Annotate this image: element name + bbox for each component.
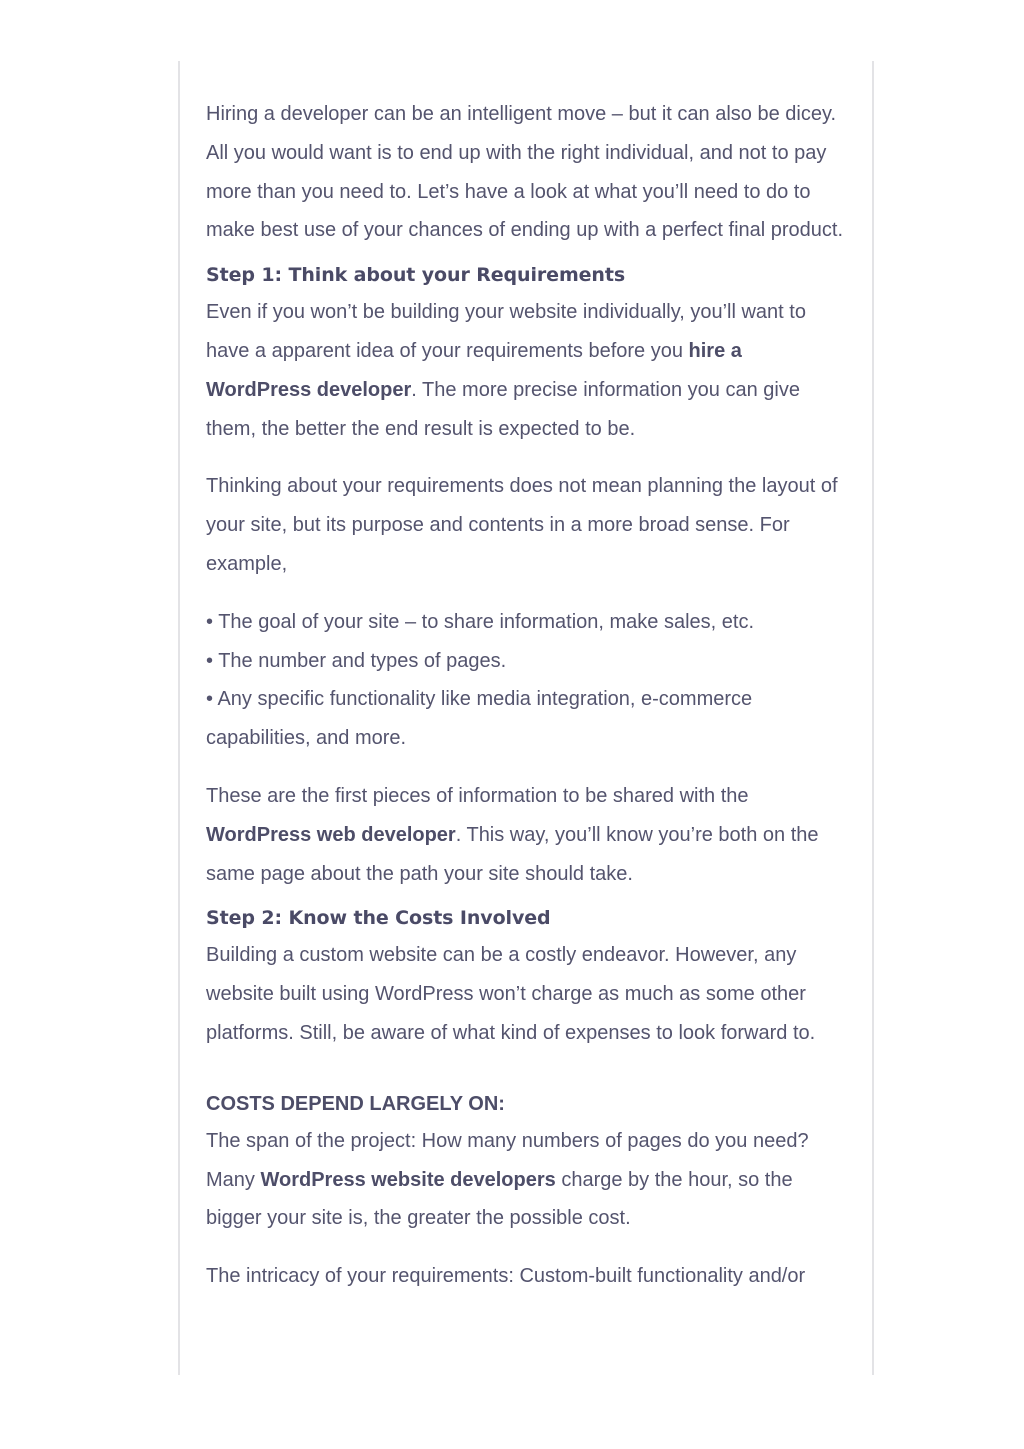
step-2-paragraph-1: Building a custom website can be a costly endeavor. However, any website built using WordPress won’t charge as much as some other platforms. Still, be aware of what kind of expenses to look forward to.	[206, 944, 816, 1044]
requirements-list	[206, 603, 846, 758]
intro-paragraph: Hiring a developer can be an intelligent move – but it can also be dicey. All you would want is to end up with the right individual, and not to pay more than you need to. Let’s have a look at what you’ll need to do to make best use of your chances of ending up with a perfect final product.	[206, 103, 844, 242]
wordpress-website-developers-keyword: WordPress website developers	[260, 1168, 556, 1191]
step-1-paragraph-1-text-b: . The more precise information you can give them, the better the end result is expected to be.	[206, 378, 800, 440]
step-2-paragraph-2-text-a: The span of the project: How many numbers of pages do you need? Many	[206, 1129, 809, 1191]
step-2-paragraph-2	[206, 1122, 846, 1238]
article-content	[206, 95, 846, 1296]
hire-wordpress-developer-keyword: hire a WordPress developer	[206, 339, 742, 401]
step-2-heading: Step 2: Know the Costs Involved	[206, 907, 551, 930]
step-1-paragraph-3-text-a: These are the first pieces of information to be shared with the	[206, 784, 749, 807]
costs-heading: COSTS DEPEND LARGELY ON:	[206, 1092, 505, 1115]
list-item: • Any specific functionality like media integration, e-commerce capabilities, and more.	[206, 688, 753, 750]
list-item: • The number and types of pages.	[206, 649, 507, 672]
wordpress-web-developer-keyword: WordPress web developer	[206, 823, 456, 846]
list-item: • The goal of your site – to share information, make sales, etc.	[206, 610, 755, 633]
step-1-paragraph-3	[206, 777, 846, 893]
step-1-paragraph-1-text-a: Even if you won’t be building your website individually, you’ll want to have a apparent idea of your requirements before you	[206, 301, 806, 362]
step-2-paragraph-2-text-b: charge by the hour, so the bigger your site is, the greater the possible cost.	[206, 1168, 793, 1230]
article-column	[178, 61, 874, 1375]
step-1-paragraph-3-text-b: . This way, you’ll know you’re both on the same page about the path your site should take.	[206, 823, 819, 885]
step-1-paragraph-2: Thinking about your requirements does not mean planning the layout of your site, but its purpose and contents in a more broad sense. For example,	[206, 475, 838, 575]
step-2-paragraph-3: The intricacy of your requirements: Custom-built functionality and/or	[206, 1265, 806, 1288]
step-1-heading: Step 1: Think about your Requirements	[206, 264, 626, 287]
step-1-paragraph-1	[206, 293, 846, 448]
